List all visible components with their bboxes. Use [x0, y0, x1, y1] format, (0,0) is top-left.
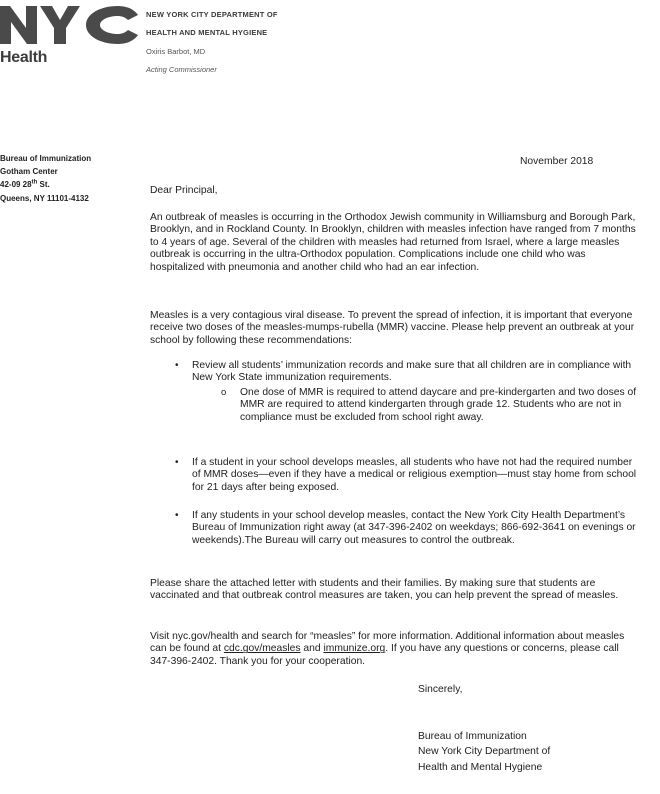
address-bureau: Bureau of Immunization — [0, 154, 92, 163]
paragraph-more-info: Visit nyc.gov/health and search for “measles” for more information. Additional information about measles can be found at cdc.gov/measles and immunize.org. If you have any questions or concerns, please call 347-396-2402. Thank you for your cooperation. — [150, 631, 625, 667]
bullet-contact-bureau: If any students in your school develop measles, contact the New York City Health Department’s Bureau of Immunization right away (at 347-396-2402 on weekdays; 866-692-3641 on evenings or weekends).The Bureau will carry out measures to control the outbreak. — [192, 510, 636, 546]
department-name-line2: HEALTH AND MENTAL HYGIENE — [146, 28, 268, 37]
sub-bullet-mmr-doses: One dose of MMR is required to attend daycare and pre-kindergarten and two doses of MMR are required to attend kindergarten through grade 12. Students who are not in compliance must be excluded from school right away. — [240, 387, 637, 423]
sub-bullet-marker: o — [221, 387, 227, 398]
nyc-logo-graphic — [0, 6, 140, 44]
commissioner-name: Oxiris Barbot, MD — [146, 47, 206, 56]
paragraph-share-letter: Please share the attached letter with students and their families. By making sure that students are vaccinated and that outbreak control measures are taken, you can help prevent the spread of measles. — [150, 578, 619, 602]
address-building: Gotham Center — [0, 167, 58, 176]
bullet-review-records: Review all students’ immunization records and make sure that all children are in compliance with New York State immunization requirements. — [192, 360, 632, 384]
closing: Sincerely, — [418, 684, 463, 695]
address-city: Queens, NY 11101-4132 — [0, 194, 89, 203]
bullet-exclusion: If a student in your school develops measles, all students who have not had the required number of MMR doses—even if they have a medical or religious exemption—must stay home from school for 21 days after being exposed. — [192, 457, 637, 493]
signature-line3: Health and Mental Hygiene — [418, 762, 543, 773]
address-street: 42-09 28th St. — [0, 179, 50, 189]
bullet-marker-3: • — [175, 510, 179, 521]
bullet-marker-2: • — [175, 457, 179, 468]
signature-line2: New York City Department of — [418, 746, 551, 757]
immunize-org-link[interactable]: immunize.org — [323, 643, 386, 655]
nyc-health-logo — [0, 6, 140, 44]
signature-line1: Bureau of Immunization — [418, 731, 527, 742]
commissioner-title: Acting Commissioner — [146, 65, 217, 74]
department-name-line1: NEW YORK CITY DEPARTMENT OF — [146, 10, 278, 19]
bullet-marker-1: • — [175, 360, 179, 371]
paragraph-outbreak: An outbreak of measles is occurring in the Orthodox Jewish community in Williamsburg and Borough Park, Brooklyn, and in Rockland County. In Brooklyn, children with measles infection have ranged from 7 months to 4 years of age. Several of the children with measles had returned from Israel, where a large measles outbreak is occurring in the ultra-Orthodox population. Complications include one child who was hospitalized with pneumonia and another child who had an ear infection. — [150, 212, 636, 273]
letter-date: November 2018 — [520, 156, 594, 167]
paragraph-prevention: Measles is a very contagious viral disease. To prevent the spread of infection, it is important that everyone receive two doses of the measles-mumps-rubella (MMR) vaccine. Please help prevent an outbreak at your school by following these recommendations: — [150, 310, 635, 346]
logo-health-text: Health — [0, 49, 48, 66]
cdc-measles-link[interactable]: cdc.gov/measles — [223, 643, 301, 655]
greeting: Dear Principal, — [150, 185, 218, 196]
